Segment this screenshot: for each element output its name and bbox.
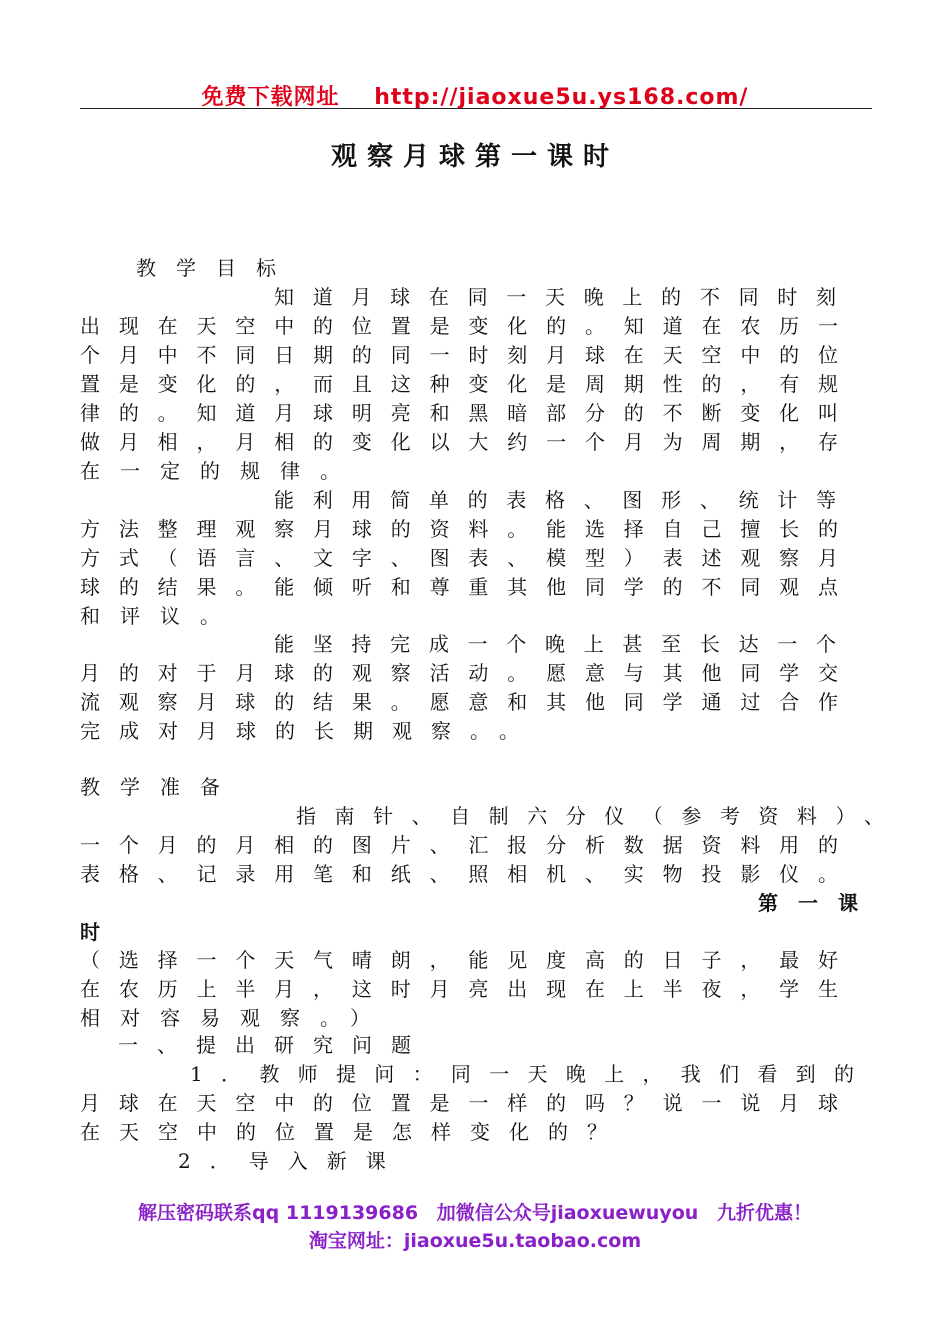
goals-p3-line: 能坚持完成一个晚上甚至长达一个 <box>274 632 836 656</box>
note-line: 相对容易观察。） <box>80 1006 390 1030</box>
note-line: 在农历上半月，这时月亮出现在上半夜，学生 <box>80 977 838 1001</box>
goals-p2-line: 能利用简单的表格、图形、统计等 <box>274 488 836 512</box>
lesson-heading-cont: 时 <box>80 920 100 944</box>
download-label: 免费下载网址 <box>201 85 340 110</box>
step1-heading: 一、提出研究问题 <box>118 1033 430 1057</box>
goals-p3-line: 完成对月球的长期观察。。 <box>80 719 538 743</box>
goals-p1-line: 知道月球在同一天晚上的不同时刻 <box>274 285 836 309</box>
note-line: （选择一个天气晴朗，能见度高的日子，最好 <box>80 948 838 972</box>
goals-p2-line: 球的结果。能倾听和尊重其他同学的不同观点 <box>80 575 838 599</box>
step1-question-line: 月球在天空中的位置是一样的吗？说一说月球 <box>80 1091 838 1115</box>
goals-p1-line: 置是变化的，而且这种变化是周期性的，有规 <box>80 372 838 396</box>
prep-line: 表格、记录用笔和纸、照相机、实物投影仪。 <box>80 862 838 886</box>
footer-discount: 九折优惠！ <box>716 1202 812 1224</box>
download-banner <box>0 80 950 111</box>
goals-p3-line: 流观察月球的结果。愿意和其他同学通过合作 <box>80 690 838 714</box>
goals-p2-line: 和评议。 <box>80 604 240 628</box>
prep-line: 一个月的月相的图片、汇报分析数据资料用的 <box>80 833 838 857</box>
goals-p1-line: 个月中不同日期的同一时刻月球在天空中的位 <box>80 343 838 367</box>
page-title: 观察月球第一课时 <box>330 142 619 172</box>
step1-question-line: 在天空中的位置是怎样变化的？ <box>80 1120 626 1144</box>
goals-p1-line: 做月相，月相的变化以大约一个月为周期，存 <box>80 430 838 454</box>
goals-p2-line: 方法整理观察月球的资料。能选择自己擅长的 <box>80 517 838 541</box>
goals-heading: 教学目标 <box>136 256 296 280</box>
goals-p2-line: 方式（语言、文字、图表、模型）表述观察月 <box>80 546 838 570</box>
prep-line: 指南针、自制六分仪（参考资料）、 <box>296 804 884 828</box>
header-divider <box>80 108 872 109</box>
footer-taobao-link[interactable]: 淘宝网址：jiaoxue5u.taobao.com <box>308 1230 642 1252</box>
goals-p1-line: 律的。知道月球明亮和黑暗部分的不断变化叫 <box>80 401 838 425</box>
download-url-link[interactable]: http://jiaoxue5u.ys168.com/ <box>374 85 749 110</box>
goals-p1-line: 出现在天空中的位置是变化的。知道在农历一 <box>80 314 838 338</box>
lesson-heading: 第一课 <box>758 891 878 915</box>
step1-question-line: 1．教师提问：同一天晚上，我们看到的 <box>190 1062 854 1086</box>
step2-line: 2．导入新课 <box>178 1149 405 1173</box>
prep-heading: 教学准备 <box>80 775 240 799</box>
footer-contact <box>0 1198 950 1225</box>
goals-p3-line: 月的对于月球的观察活动。愿意与其他同学交 <box>80 661 838 685</box>
goals-p1-line: 在一定的规律。 <box>80 459 360 483</box>
footer-password-contact: 解压密码联系qq 1119139686 <box>138 1202 419 1224</box>
footer-wechat: 加微信公众号jiaoxuewuyou <box>436 1202 699 1224</box>
